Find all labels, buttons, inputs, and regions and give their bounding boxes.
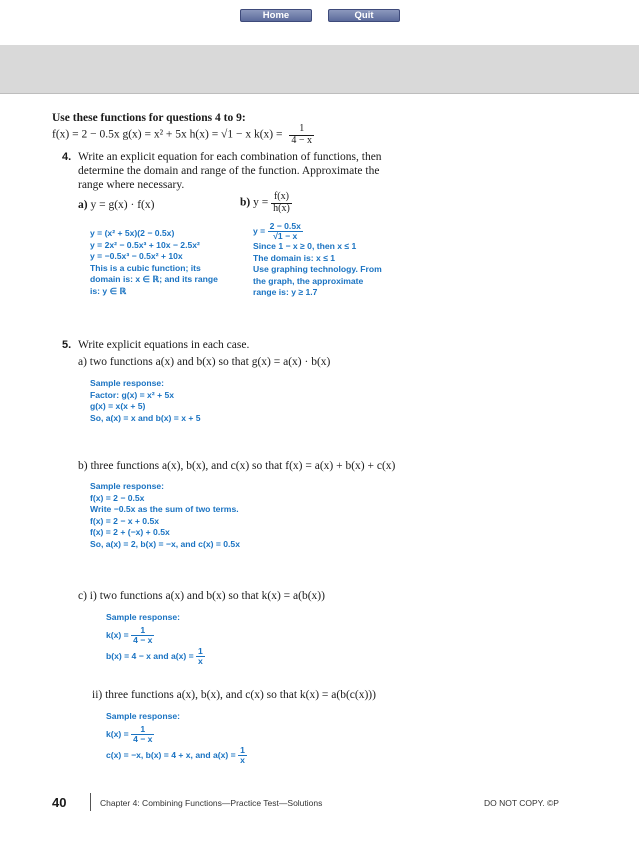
answer-line: So, a(x) = x and b(x) = x + 5 [90, 412, 201, 423]
answer-fraction-line [106, 725, 247, 744]
answer-text: b(x) = 4 − x and a(x) = [106, 650, 194, 661]
q4a-label: a) [78, 199, 88, 211]
q4a-answer [90, 228, 218, 298]
functions-list: f(x) = 2 − 0.5x g(x) = x² + 5x h(x) = √1 − x k(x) = [52, 128, 283, 141]
answer-lhs: k(x) = [106, 629, 129, 640]
page-number: 40 [52, 795, 67, 810]
answer-line: Sample response: [90, 481, 165, 491]
answer-fraction-line [106, 746, 247, 765]
answer-line: y = 2x² − 0.5x³ + 10x − 2.5x² [90, 239, 200, 250]
q4b-prompt [240, 192, 292, 214]
q4b-denominator: h(x) [273, 202, 290, 214]
answer-numerator: 1 [131, 725, 154, 735]
answer-line: Sample response: [106, 711, 181, 721]
footer-copyright: DO NOT COPY. ©P [484, 798, 559, 808]
answer-text: c(x) = −x, b(x) = 4 + x, and a(x) = [106, 749, 236, 760]
footer-chapter: Chapter 4: Combining Functions—Practice Test—Solutions [100, 798, 323, 808]
k-denominator: 4 − x [291, 134, 313, 146]
q4b-fraction [271, 192, 292, 214]
q4a-prompt [78, 199, 154, 211]
intro-heading: Use these functions for questions 4 to 9: [52, 112, 246, 124]
footer-divider [90, 793, 91, 811]
answer-line: y = −0.5x³ − 0.5x² + 10x [90, 251, 183, 262]
answer-numerator: 2 − 0.5x [269, 221, 301, 231]
answer-denominator: 4 − x [133, 634, 153, 645]
q5cii-prompt: ii) three functions a(x), b(x), and c(x) so that k(x) = a(b(c(x))) [92, 689, 376, 701]
q4a-expression: y = g(x) · f(x) [90, 199, 155, 211]
q4-line3: range where necessary. [78, 179, 185, 191]
answer-numerator: 1 [240, 744, 245, 755]
q5cii-answer [106, 711, 247, 765]
answer-line: Since 1 − x ≥ 0, then x ≤ 1 [253, 241, 357, 252]
answer-fraction-line [106, 647, 205, 666]
answer-fraction [131, 626, 154, 645]
q5a-answer [90, 378, 201, 424]
q4b-lhs: y = [253, 196, 269, 209]
intro-functions [52, 124, 314, 146]
q5ci-prompt: c) i) two functions a(x) and b(x) so that k(x) = a(b(x)) [78, 590, 325, 602]
q4-number: 4. [62, 151, 72, 163]
q4b-numerator: f(x) [271, 192, 292, 204]
answer-lhs: y = [253, 225, 266, 236]
header-band [0, 45, 639, 94]
answer-line: f(x) = 2 − 0.5x [90, 492, 145, 503]
q4-line1: Write an explicit equation for each combination of functions, then [78, 151, 382, 163]
answer-line: Sample response: [106, 612, 181, 622]
answer-denominator: 4 − x [133, 733, 153, 744]
q4b-label: b) [240, 196, 251, 209]
q5-line: Write explicit equations in each case. [78, 339, 250, 351]
answer-line: f(x) = 2 − x + 0.5x [90, 515, 160, 526]
answer-line: is: y ∈ ℝ [90, 285, 127, 296]
answer-denominator: √1 − x [273, 231, 298, 242]
answer-denominator: x [198, 655, 203, 666]
answer-numerator: 1 [131, 626, 154, 636]
answer-line: This is a cubic function; its [90, 262, 201, 273]
answer-line: domain is: x ∈ ℝ; and its range [90, 274, 218, 285]
answer-line: Write −0.5x as the sum of two terms. [90, 504, 239, 515]
answer-numerator: 1 [198, 645, 203, 656]
answer-line: Factor: g(x) = x² + 5x [90, 389, 175, 400]
answer-fraction-line [106, 626, 205, 645]
answer-fraction [131, 725, 154, 744]
home-button[interactable]: Home [240, 9, 312, 22]
answer-line: Use graphing technology. From [253, 264, 382, 275]
k-fraction [289, 124, 314, 146]
answer-fraction-line [253, 222, 382, 241]
answer-fraction [238, 746, 247, 765]
answer-lhs: k(x) = [106, 728, 129, 739]
answer-fraction [268, 222, 303, 241]
q4b-answer [253, 222, 382, 299]
answer-line: f(x) = 2 + (−x) + 0.5x [90, 527, 170, 538]
q5ci-answer [106, 612, 205, 666]
answer-line: g(x) = x(x + 5) [90, 401, 146, 412]
answer-line: y = (x² + 5x)(2 − 0.5x) [90, 228, 175, 238]
q5-number: 5. [62, 339, 72, 351]
q4-line2: determine the domain and range of the function. Approximate the [78, 165, 380, 177]
answer-line: the graph, the approximate [253, 275, 364, 286]
answer-denominator: x [240, 754, 245, 765]
answer-line: So, a(x) = 2, b(x) = −x, and c(x) = 0.5x [90, 538, 240, 549]
answer-line: range is: y ≥ 1.7 [253, 287, 318, 298]
q5b-answer [90, 481, 240, 551]
answer-line: Sample response: [90, 378, 165, 388]
answer-fraction [196, 647, 205, 666]
q5a-prompt: a) two functions a(x) and b(x) so that g(x) = a(x) · b(x) [78, 356, 331, 368]
quit-button[interactable]: Quit [328, 9, 400, 22]
k-numerator: 1 [289, 124, 314, 136]
q5b-prompt: b) three functions a(x), b(x), and c(x) so that f(x) = a(x) + b(x) + c(x) [78, 460, 396, 472]
answer-line: The domain is: x ≤ 1 [253, 252, 336, 263]
